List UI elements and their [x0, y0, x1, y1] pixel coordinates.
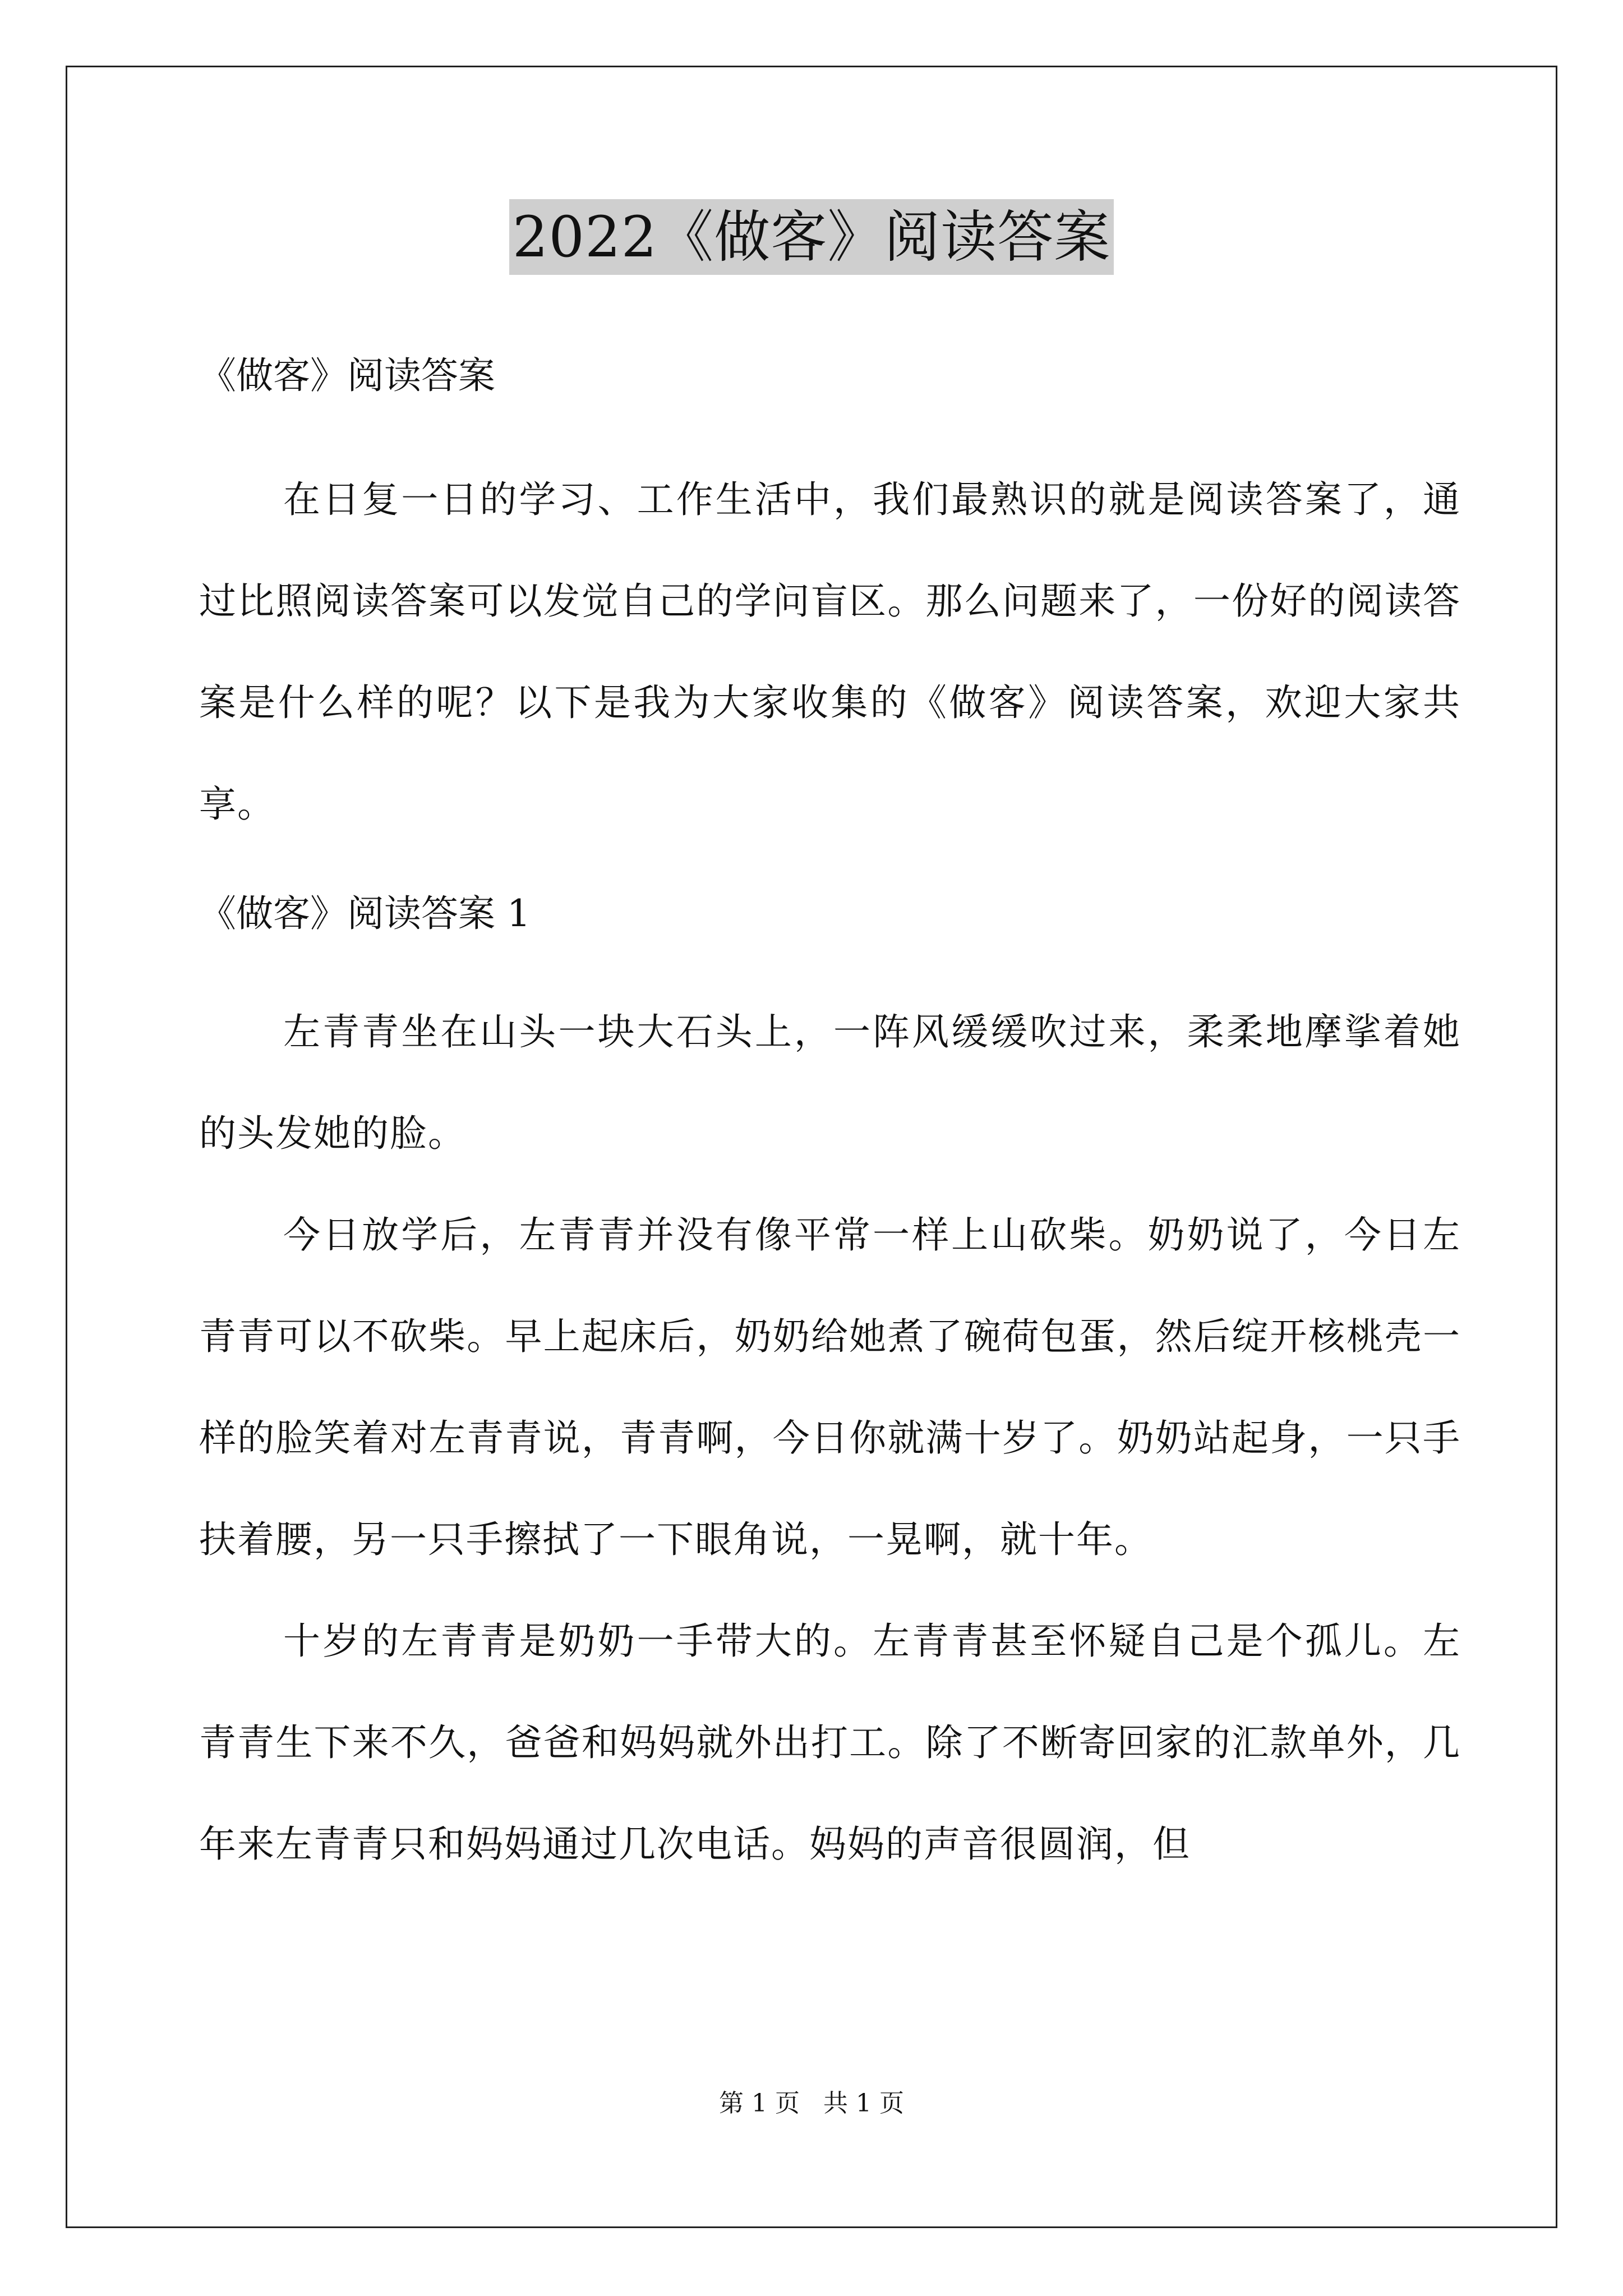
document-body — [199, 348, 1461, 1895]
intro-paragraph: 在日复一日的学习、工作生活中，我们最熟识的就是阅读答案了，通过比照阅读答案可以发觉自己的学问盲区。那么问题来了，一份好的阅读答案是什么样的呢？以下是我为大家收集的《做客》阅读答案，欢迎大家共享。 — [199, 478, 1461, 826]
document-title: 2022《做客》阅读答案 — [509, 199, 1114, 275]
page-number: 第 1 页 — [719, 2089, 800, 2118]
spacer — [199, 942, 1461, 981]
spacer — [199, 855, 1461, 886]
document-subtitle: 《做客》阅读答案 — [199, 354, 495, 397]
section-heading: 《做客》阅读答案 1 — [199, 892, 531, 935]
title-container — [0, 199, 1623, 275]
page-footer — [0, 2087, 1623, 2120]
body-paragraph: 今日放学后，左青青并没有像平常一样上山砍柴。奶奶说了，今日左青青可以不砍柴。早上起床后，奶奶给她煮了碗荷包蛋，然后绽开核桃壳一样的脸笑着对左青青说，青青啊，今日你就满十岁了。奶奶站起身，一只手扶着腰，另一只手擦拭了一下眼角说，一晃啊，就十年。 — [199, 1213, 1461, 1561]
body-paragraph: 十岁的左青青是奶奶一手带大的。左青青甚至怀疑自己是个孤儿。左青青生下来不久，爸爸和妈妈就外出打工。除了不断寄回家的汇款单外，几年来左青青只和妈妈通过几次电话。妈妈的声音很圆润，但 — [199, 1619, 1461, 1866]
body-paragraph: 左青青坐在山头一块大石头上，一阵风缓缓吹过来，柔柔地摩挲着她的头发她的脸。 — [199, 1010, 1461, 1155]
page-total: 共 1 页 — [823, 2089, 904, 2118]
spacer — [199, 404, 1461, 449]
